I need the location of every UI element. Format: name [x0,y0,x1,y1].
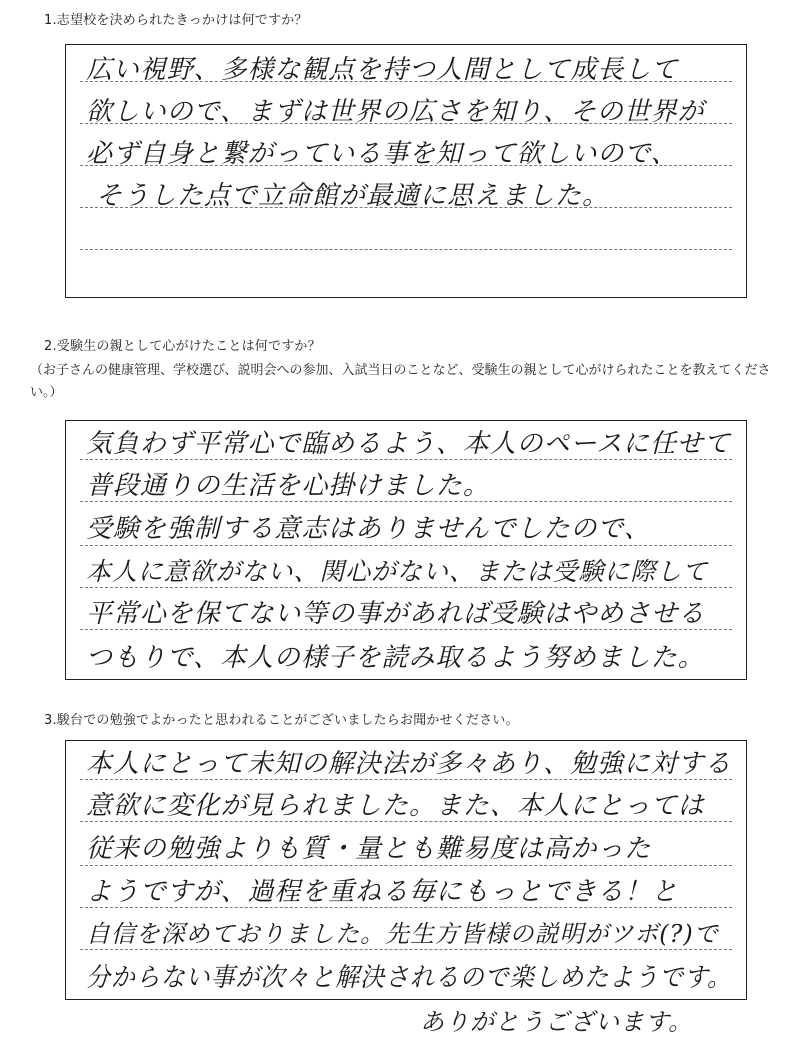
ruled-line [80,459,732,460]
handwritten-line: そうした点で立命館が最適に思えました。 [96,181,610,211]
handwritten-line: 受験を強制する意志はありませんでしたので、 [86,514,651,544]
ruled-line [80,949,732,950]
handwritten-line: 必ず自身と繋がっている事を知って欲しいので、 [86,139,678,169]
handwritten-line: 普段通りの生活を心掛けました。 [86,471,490,501]
question-3-label: 3.駿台での勉強でよかったと思われることがございましたらお聞かせください。 [44,713,519,728]
handwritten-line: 本人に意欲がない、関心がない、または受験に際して [86,557,709,586]
closing-thanks: ありがとうございます。 [420,1008,694,1036]
question-2-label: 2.受験生の親として心がけたことは何ですか？ [44,339,321,354]
ruled-line [80,821,732,822]
ruled-line [80,865,732,866]
handwritten-line: 自信を深めておりました。先生方皆様の説明がツボ(?)で [86,920,719,948]
ruled-line [80,907,732,908]
handwritten-line: 分からない事が次々と解決されるので楽しめたようです。 [86,963,732,993]
ruled-line [80,545,732,546]
handwritten-line: 広い視野、多様な観点を持つ人間として成長して [86,55,679,85]
ruled-line [80,587,732,588]
handwritten-line: 従来の勉強よりも質・量とも難易度は高かった [86,834,652,864]
handwritten-line: 欲しいので、まずは世界の広さを知り、その世界が [86,97,705,127]
answer-box-3 [65,740,747,1000]
ruled-line [80,629,732,630]
question-2-note: （お子さんの健康管理、学校選び、説明会への参加、入試当日のことなど、受験生の親として心がけられたことを教えてください。） [30,363,771,400]
handwritten-line: 意欲に変化が見られました。また、本人にとっては [86,791,705,821]
handwritten-line: 平常心を保てない等の事があれば受験はやめさせる [86,599,706,629]
question-1-label: 1.志望校を決められたきっかけは何ですか？ [44,13,308,28]
ruled-line [80,249,732,250]
ruled-line [80,501,732,502]
handwritten-line: ようですが、過程を重ねる毎にもっとできる！と [86,877,679,907]
answer-box-1 [65,44,747,298]
answer-box-2 [65,420,747,680]
handwritten-line: つもりで、本人の様子を読み取るよう努めました。 [86,643,705,673]
handwritten-line: 気負わず平常心で臨めるよう、本人のペースに任せて [86,429,731,459]
ruled-line [80,779,732,780]
handwritten-line: 本人にとって未知の解決法が多々あり、勉強に対する [86,749,732,779]
